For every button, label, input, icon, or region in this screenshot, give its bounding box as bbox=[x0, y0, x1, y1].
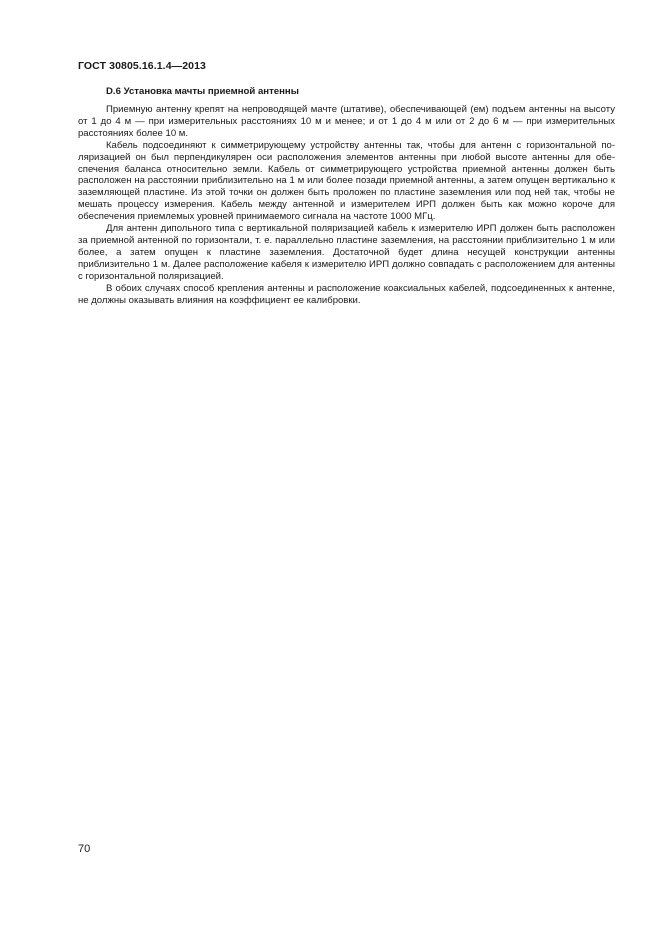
page-number: 70 bbox=[78, 843, 91, 855]
paragraph-mast-height: Приемную антенну крепят на непроводящей мачте (штативе), обеспечивающей (ем) подъем антенны на высоту от 1 до 4 м — при измерительных расстояниях 10 м и менее; и от 1 до 4 м или от 2 до 6 м — при измерительных расстояниях более 10 м. bbox=[78, 104, 615, 139]
paragraph-cable-routing: Кабель подсоединяют к симметрирующему устройству антенны так, чтобы для антенн с горизонтальной поляризацией он был перпендикулярен оси расположения элементов антенны при любой высоте антенны для обеспечения баланса относительно земли. Кабель от симметрирующего устройства приемной антенны должен быть расположен на расстоянии приблизительно на 1 м или более позади приемной антенны, а затем опущен вертикально к заземляющей пластине. Из этой точки он должен быть проложен по пластине заземления или под ней так, чтобы не мешать процессу измерения. Кабель между антенной и измерителем ИРП должен быть как можно короче для обеспечения приемлемых уровней принимаемого сигнала на частоте 1000 МГц. bbox=[78, 139, 615, 223]
section-content bbox=[78, 86, 615, 306]
paragraph-dipole-vertical: Для антенн дипольного типа с вертикальной поляризацией кабель к измерителю ИРП должен быть расположен за приемной антенной по горизонтали, т. е. параллельно пластине заземления, на расстоянии приблизительно 1 м или более, а затем опущен к пластине заземления. Достаточной будет длина несущей конструкции антенны приблизительно 1 м. Далее расположение кабеля к измерителю ИРП должно совпадать с расположением для антенны с горизонтальной поляризацией. bbox=[78, 223, 615, 282]
paragraph-calibration-influence: В обоих случаях способ крепления антенны и расположение коаксиальных кабелей, подсоединенных к антенне, не должны оказывать влияния на коэффициент ее калибровки. bbox=[78, 282, 615, 306]
section-title: D.6 Установка мачты приемной антенны bbox=[106, 86, 299, 97]
document-code-header: ГОСТ 30805.16.1.4—2013 bbox=[78, 60, 206, 72]
